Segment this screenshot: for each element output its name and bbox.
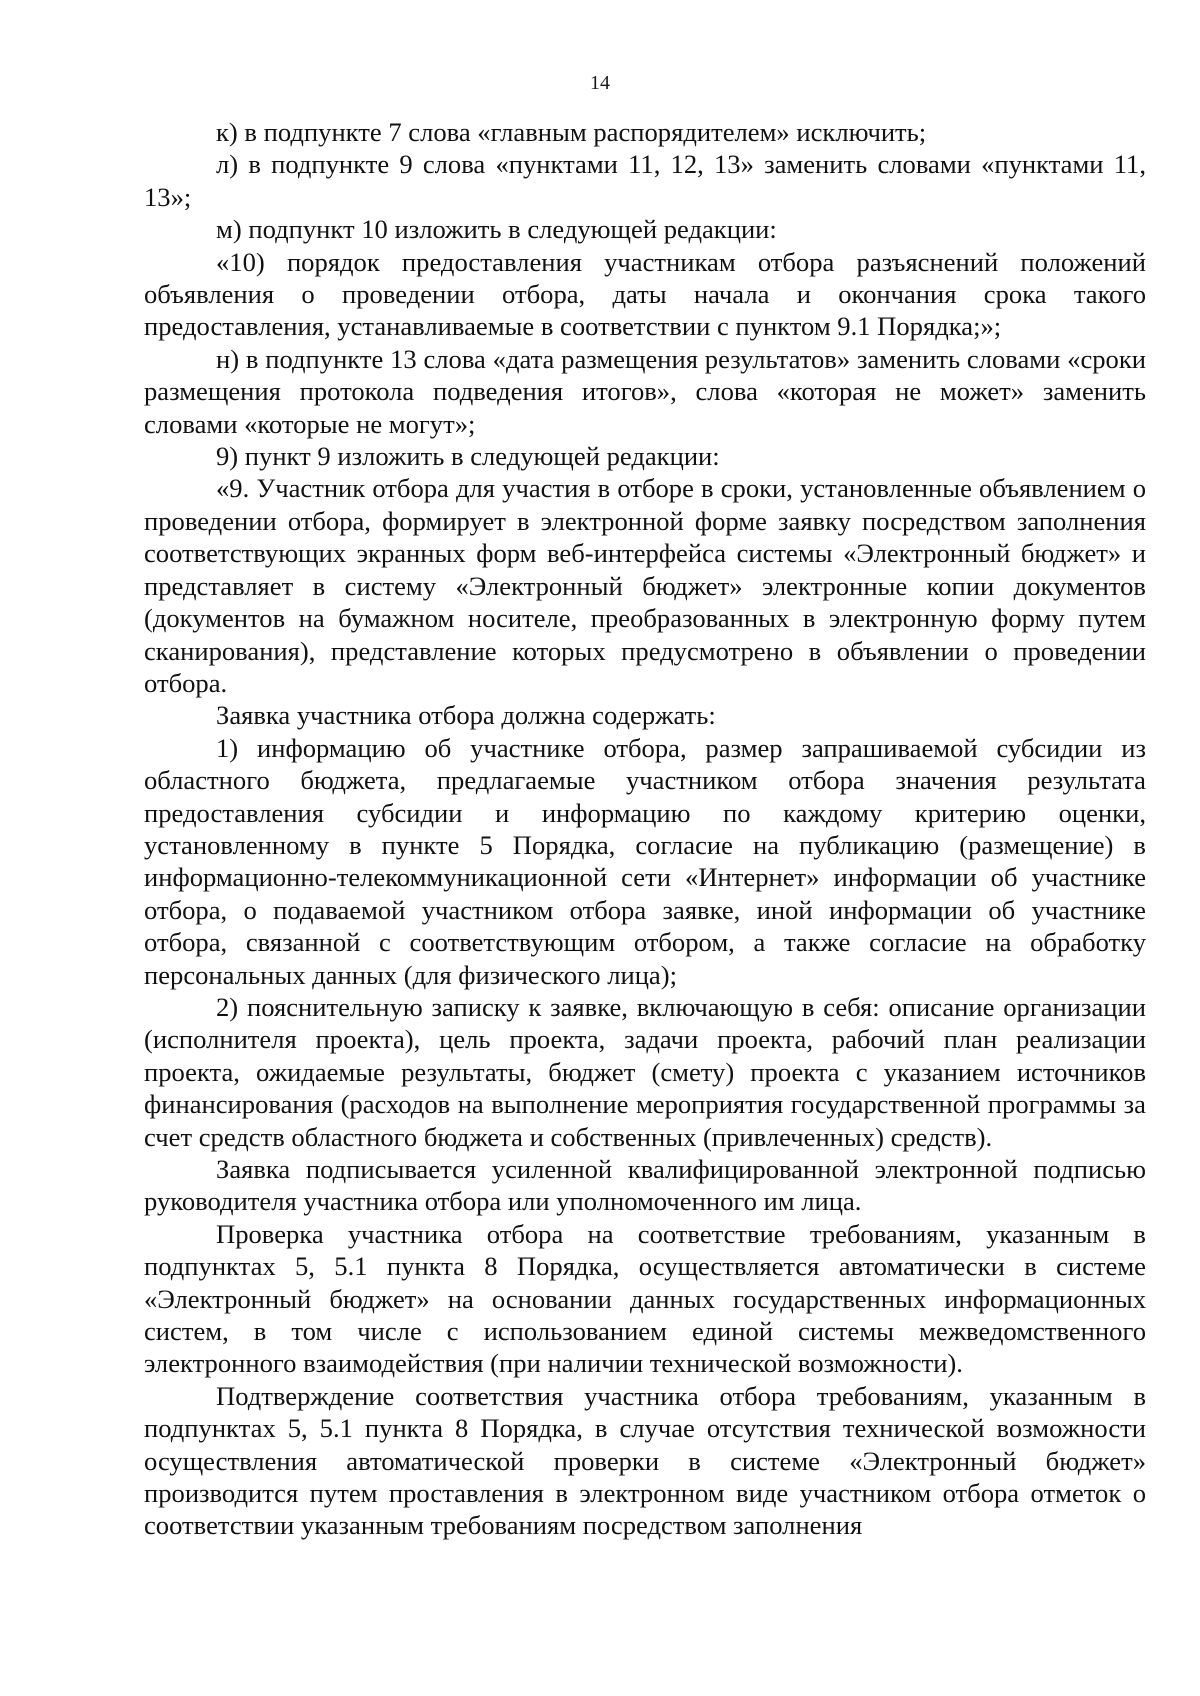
paragraph: м) подпункт 10 изложить в следующей редакции: (216, 214, 777, 245)
paragraph: 9) пункт 9 изложить в следующей редакции: (216, 441, 720, 472)
paragraph: н) в подпункте 13 слова «дата размещения результатов» заменить словами «сроки размещения протокола подведения итогов», слова «которая не может» заменить словами «которые не могут»; (144, 343, 1146, 439)
paragraph: Подтверждение соответствия участника отбора требованиям, указанным в подпунктах 5, 5.1 пункта 8 Порядка, в случае отсутствия технической возможности осуществления автоматической проверки в системе «Электронный бюджет» производится путем проставления в электронном виде участником отбора отметок о соответствии указанным требованиям посредством заполнения (144, 1380, 1146, 1541)
paragraph: Заявка участника отбора должна содержать: (216, 700, 716, 731)
paragraph: 1) информацию об участнике отбора, размер запрашиваемой субсидии из областного бюджета, предлагаемые участником отбора значения результата предоставления субсидии и информацию по каждому критерию оценки, установленному в пункте 5 Порядка, согласие на публикацию (размещение) в информационно-телекоммуникационной сети «Интернет» информации об участнике отбора, о подаваемой участником отбора заявке, иной информации об участнике отбора, связанной с соответствующим отбором, а также согласие на обработку персональных данных (для физического лица); (144, 732, 1146, 990)
paragraph: 2) пояснительную записку к заявке, включающую в себя: описание организации (исполнителя проекта), цель проекта, задачи проекта, рабочий план реализации проекта, ожидаемые результаты, бюджет (смету) проекта с указанием источников финансирования (расходов на выполнение мероприятия государственной программы за счет средств областного бюджета и собственных (привлеченных) средств). (144, 991, 1146, 1152)
paragraph: к) в подпункте 7 слова «главным распорядителем» исключить; (216, 117, 927, 147)
paragraph: л) в подпункте 9 слова «пунктами 11, 12, 13» заменить словами «пунктами 11, 13»; (144, 149, 1146, 212)
document-body (144, 116, 1146, 1542)
paragraph: Проверка участника отбора на соответствие требованиям, указанным в подпунктах 5, 5.1 пункта 8 Порядка, осуществляется автоматически в системе «Электронный бюджет» на основании данных государственных информационных систем, в том числе с использованием единой системы межведомственного электронного взаимодействия (при наличии технической возможности). (144, 1218, 1146, 1379)
paragraph: Заявка подписывается усиленной квалифицированной электронной подписью руководителя участника отбора или уполномоченного им лица. (144, 1154, 1146, 1217)
page-number: 14 (590, 72, 610, 94)
paragraph: «10) порядок предоставления участникам отбора разъяснений положений объявления о проведении отбора, даты начала и окончания срока такого предоставления, устанавливаемые в соответствии с пунктом 9.1 Порядка;»; (144, 246, 1146, 342)
paragraph: «9. Участник отбора для участия в отборе в сроки, установленные объявлением о проведении отбора, формирует в электронной форме заявку посредством заполнения соответствующих экранных форм веб-интерфейса системы «Электронный бюджет» и представляет в систему «Электронный бюджет» электронные копии документов (документов на бумажном носителе, преобразованных в электронную форму путем сканирования), представление которых предусмотрено в объявлении о проведении отбора. (144, 473, 1146, 698)
